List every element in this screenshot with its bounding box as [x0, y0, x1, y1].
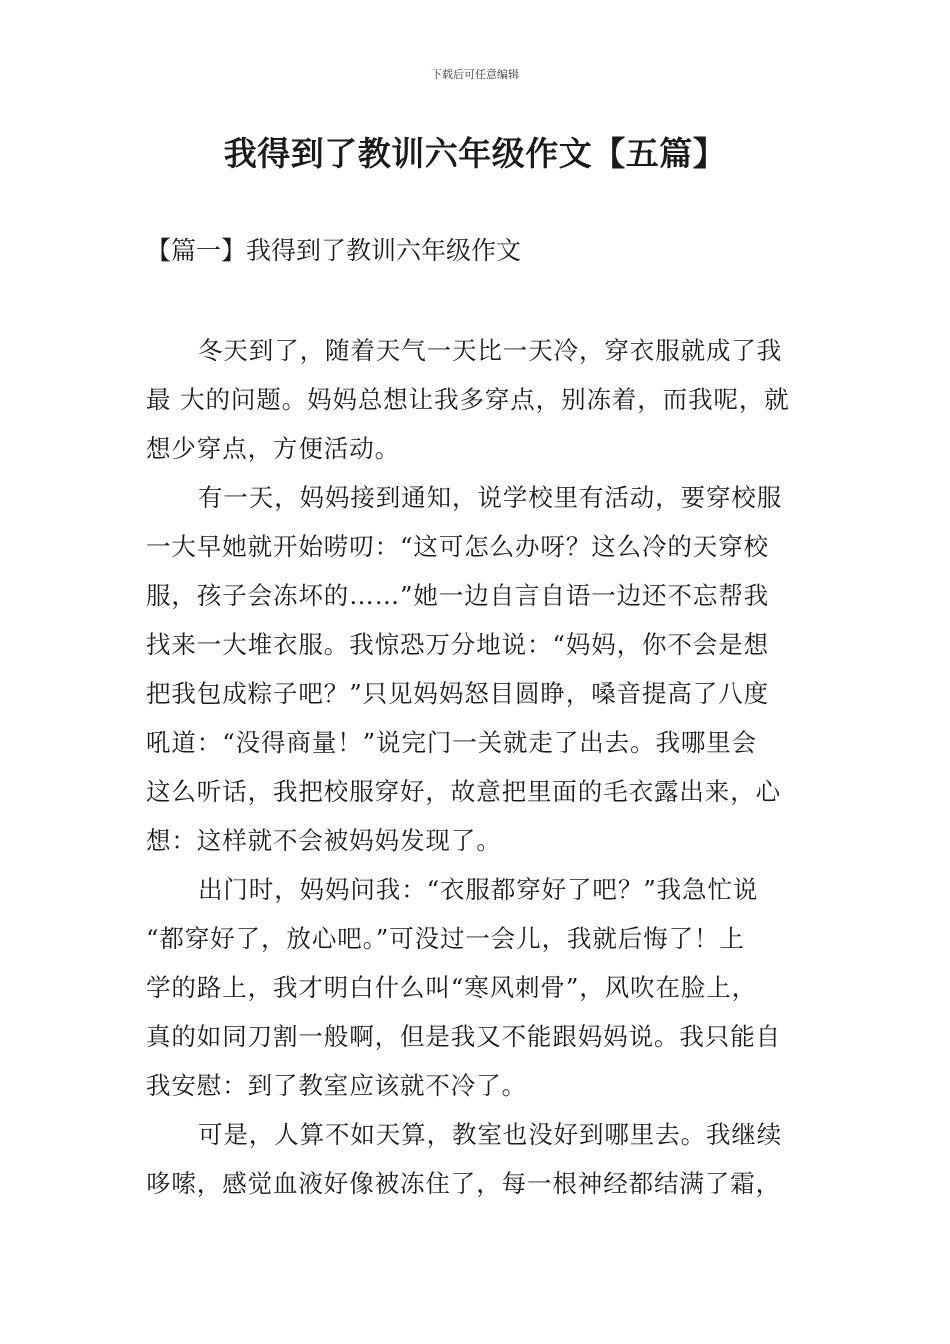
section-heading: 【篇一】我得到了教训六年级作文 — [146, 236, 522, 265]
body-line: 服，孩子会冻坏的……”她一边自言自语一边还不忘帮我 — [146, 581, 770, 610]
body-line: 想：这样就不会被妈妈发现了。 — [146, 826, 502, 855]
body-line: 这么听话，我把校服穿好，故意把里面的毛衣露出来，心 — [146, 777, 781, 806]
body-line: 想少穿点，方便活动。 — [146, 434, 400, 463]
body-line: 把我包成粽子吧？”只见妈妈怒目圆睁，嗓音提高了八度 — [146, 679, 770, 708]
body-line: 一大早她就开始唠叨：“这可怎么办呀？这么冷的天穿校 — [146, 532, 770, 561]
body-line: 哆嗦，感觉血液好像被冻住了，每一根神经都结满了霜， — [146, 1169, 781, 1198]
body-line: 出门时，妈妈问我：“衣服都穿好了吧？”我急忙说 — [198, 875, 759, 904]
body-line: 真的如同刀割一般啊，但是我又不能跟妈妈说。我只能自 — [146, 1022, 781, 1051]
header-note: 下载后可任意编辑 — [431, 68, 519, 81]
body-line: 冬天到了，随着天气一天比一天冷，穿衣服就成了我 — [198, 336, 783, 365]
body-line: 找来一大堆衣服。我惊恐万分地说：“妈妈，你不会是想 — [146, 630, 770, 659]
document-title: 我得到了教训六年级作文【五篇】 — [223, 134, 727, 173]
body-line: 吼道：“没得商量！”说完门一关就走了出去。我哪里会 — [146, 728, 758, 757]
body-line: 有一天，妈妈接到通知，说学校里有活动，要穿校服 — [198, 483, 783, 512]
essay-body — [146, 333, 806, 1215]
body-line: 学的路上，我才明白什么叫“寒风刺骨”，风吹在脸上， — [146, 973, 758, 1002]
body-line: “都穿好了，放心吧。”可没过一会儿，我就后悔了！上 — [146, 924, 745, 953]
body-line: 可是，人算不如天算，教室也没好到哪里去。我继续 — [198, 1120, 783, 1149]
body-line: 最 大的问题。妈妈总想让我多穿点，别冻着，而我呢，就 — [146, 385, 790, 414]
body-line: 我安慰：到了教室应该就不冷了。 — [146, 1071, 527, 1100]
